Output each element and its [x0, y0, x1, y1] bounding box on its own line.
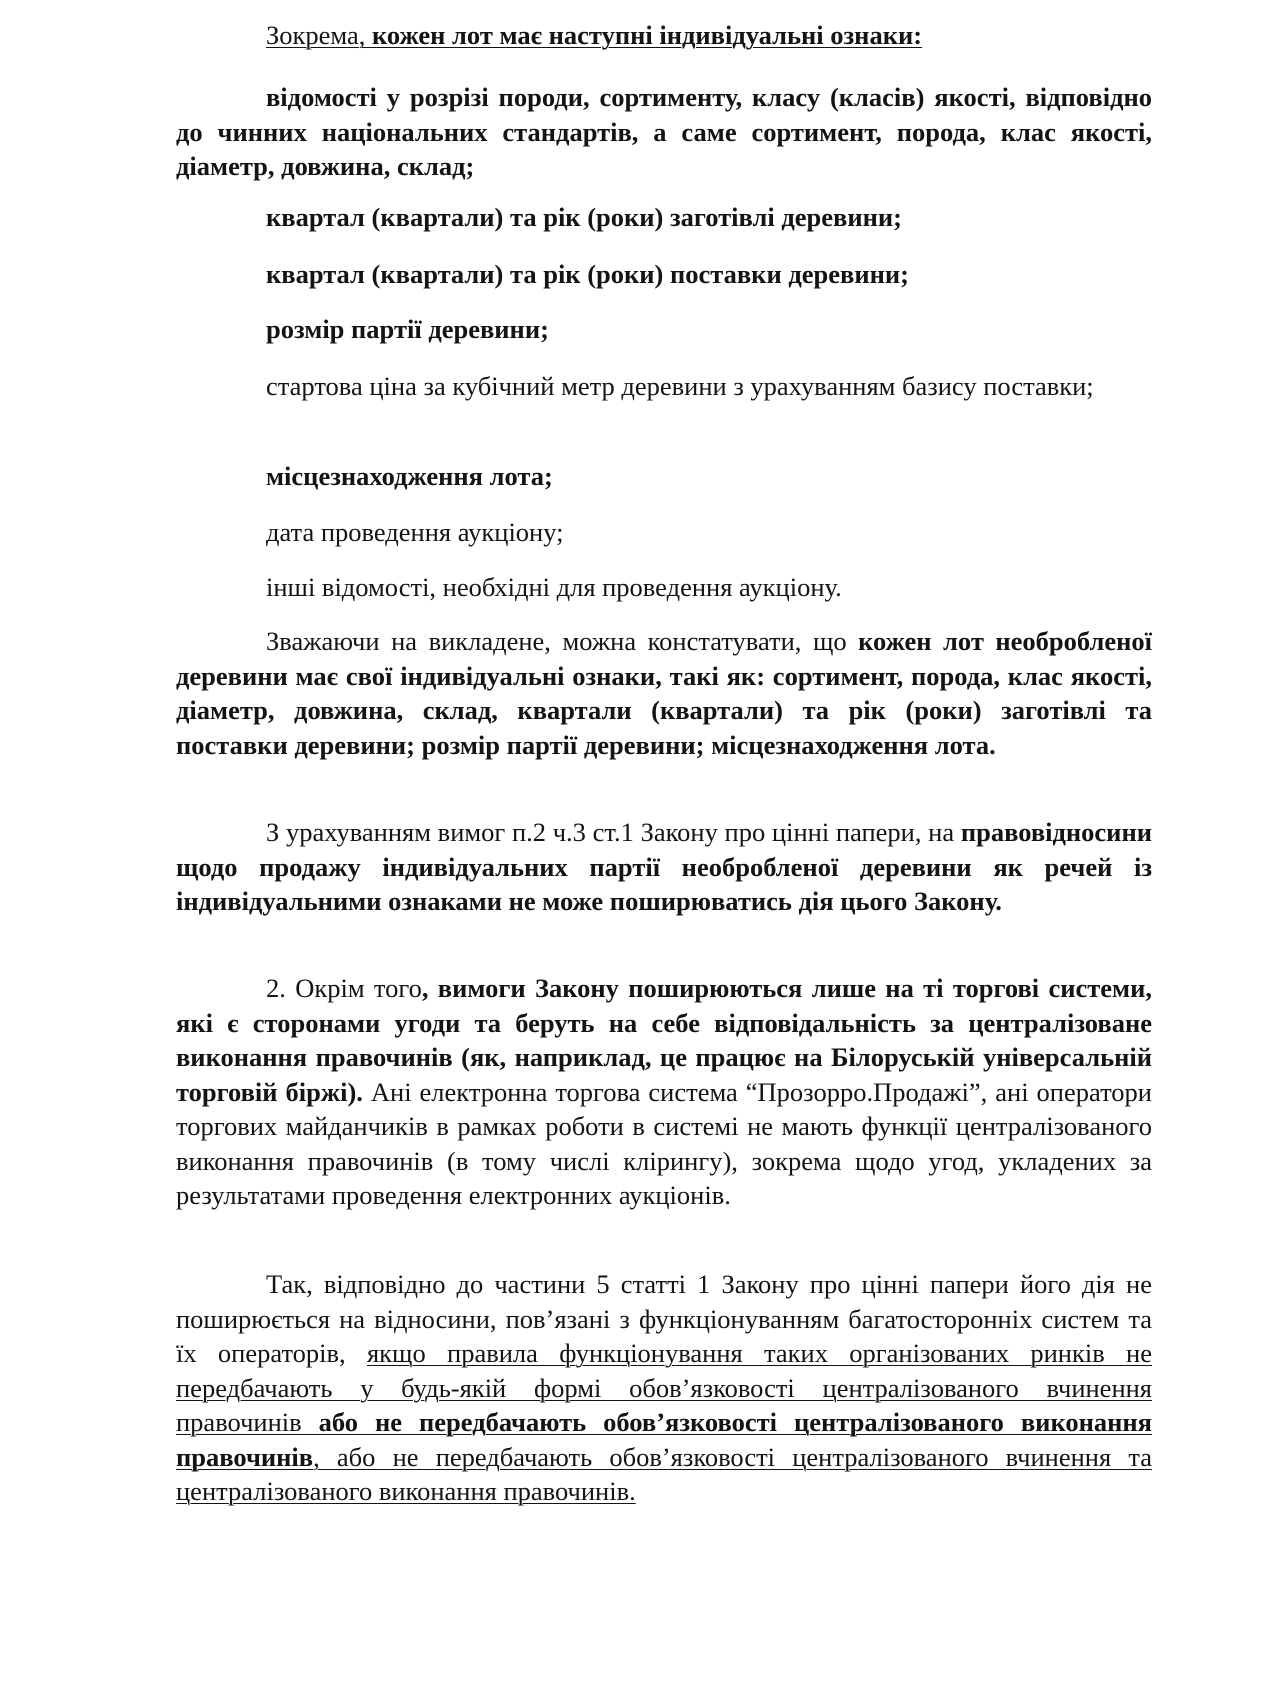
text-segment: 2. Окрім того: [266, 973, 422, 1003]
paragraph-starting-price: [176, 369, 1152, 404]
text-segment: квартал (квартали) та рік (роки) заготівлі деревини;: [266, 202, 902, 232]
text-segment: кожен лот необробленої деревини має свої індивідуальні ознаки, такі як: сортимент, порода, клас якості, діаметр, довжина, склад, квартали (квартали) та рік (роки) заготівлі та поставки деревини; розмір партії деревини; місцезнаходження лота.: [176, 626, 1152, 760]
paragraph-harvest-quarter: [176, 200, 1152, 235]
text-segment: якщо правила функціонування таких організованих ринків не передбачають у будь-якій формі обов’язковості централізованого вчинення правочинів: [176, 1338, 1152, 1437]
text-segment: дата проведення аукціону;: [266, 517, 564, 547]
text-segment: Так, відповідно до частини 5 статті 1 Закону про цінні папери його дія не поширюється на відносини, пов’язані з функціонуванням багатосторонніх систем та їх операторів,: [176, 1269, 1152, 1368]
text-segment: , або не передбачають обов’язковості централізованого вчинення та централізованого виконання правочинів.: [176, 1441, 1152, 1506]
paragraph-auction-date: [176, 515, 1152, 550]
paragraph-conclusion: [176, 624, 1152, 762]
paragraph-batch-size: [176, 312, 1152, 347]
text-segment: , вимоги Закону поширюються лише на ті торгові системи, які є сторонами угоди та беруть на себе відповідальність за централізоване виконання правочинів (як, наприклад, це працює на Білоруській універсальній торговій біржі).: [176, 973, 1152, 1107]
paragraph-delivery-quarter: [176, 257, 1152, 292]
text-segment: Зважаючи на викладене, можна констатувати, що: [266, 626, 859, 656]
text-segment: Зокрема,: [266, 20, 373, 50]
text-segment: інші відомості, необхідні для проведення аукціону.: [266, 572, 842, 602]
paragraph-lot-location: [176, 459, 1152, 494]
text-segment: або не передбачають обов’язковості централізованого виконання правочинів: [176, 1407, 1153, 1472]
paragraph-securities-law: [176, 815, 1152, 919]
paragraph-lot-features-intro: [176, 18, 1152, 53]
text-segment: квартал (квартали) та рік (роки) поставки деревини;: [266, 259, 909, 289]
text-segment: кожен лот має наступні індивідуальні ознаки:: [372, 20, 923, 50]
paragraph-other-info: [176, 570, 1152, 605]
text-segment: місцезнаходження лота;: [266, 461, 553, 491]
paragraph-article-part-5: [176, 1267, 1152, 1509]
text-segment: правовідносини щодо продажу індивідуальних партії необробленої деревини як речей із індивідуальними ознаками не може поширюватись дія цього Закону.: [176, 817, 1152, 916]
paragraph-trading-systems: [176, 971, 1152, 1213]
text-segment: Ані електронна торгова система “Прозорро.Продажі”, ані оператори торгових майданчиків в рамках роботи в системі не мають функції централізованого виконання правочинів (в тому числі клірингу), зокрема щодо угод, укладених за результатами проведення електронних аукціонів.: [176, 1076, 1152, 1210]
text-segment: відомості у розрізі породи, сортименту, класу (класів) якості, відповідно до чинних національних стандартів, а саме сортимент, порода, клас якості, діаметр, довжина, склад;: [176, 82, 1152, 181]
text-segment: розмір партії деревини;: [266, 314, 549, 344]
paragraph-species-assortment: [176, 80, 1152, 184]
text-segment: З урахуванням вимог п.2 ч.3 ст.1 Закону про цінні папери, на: [266, 817, 961, 847]
text-segment: стартова ціна за кубічний метр деревини з урахуванням базису поставки;: [266, 371, 1094, 401]
